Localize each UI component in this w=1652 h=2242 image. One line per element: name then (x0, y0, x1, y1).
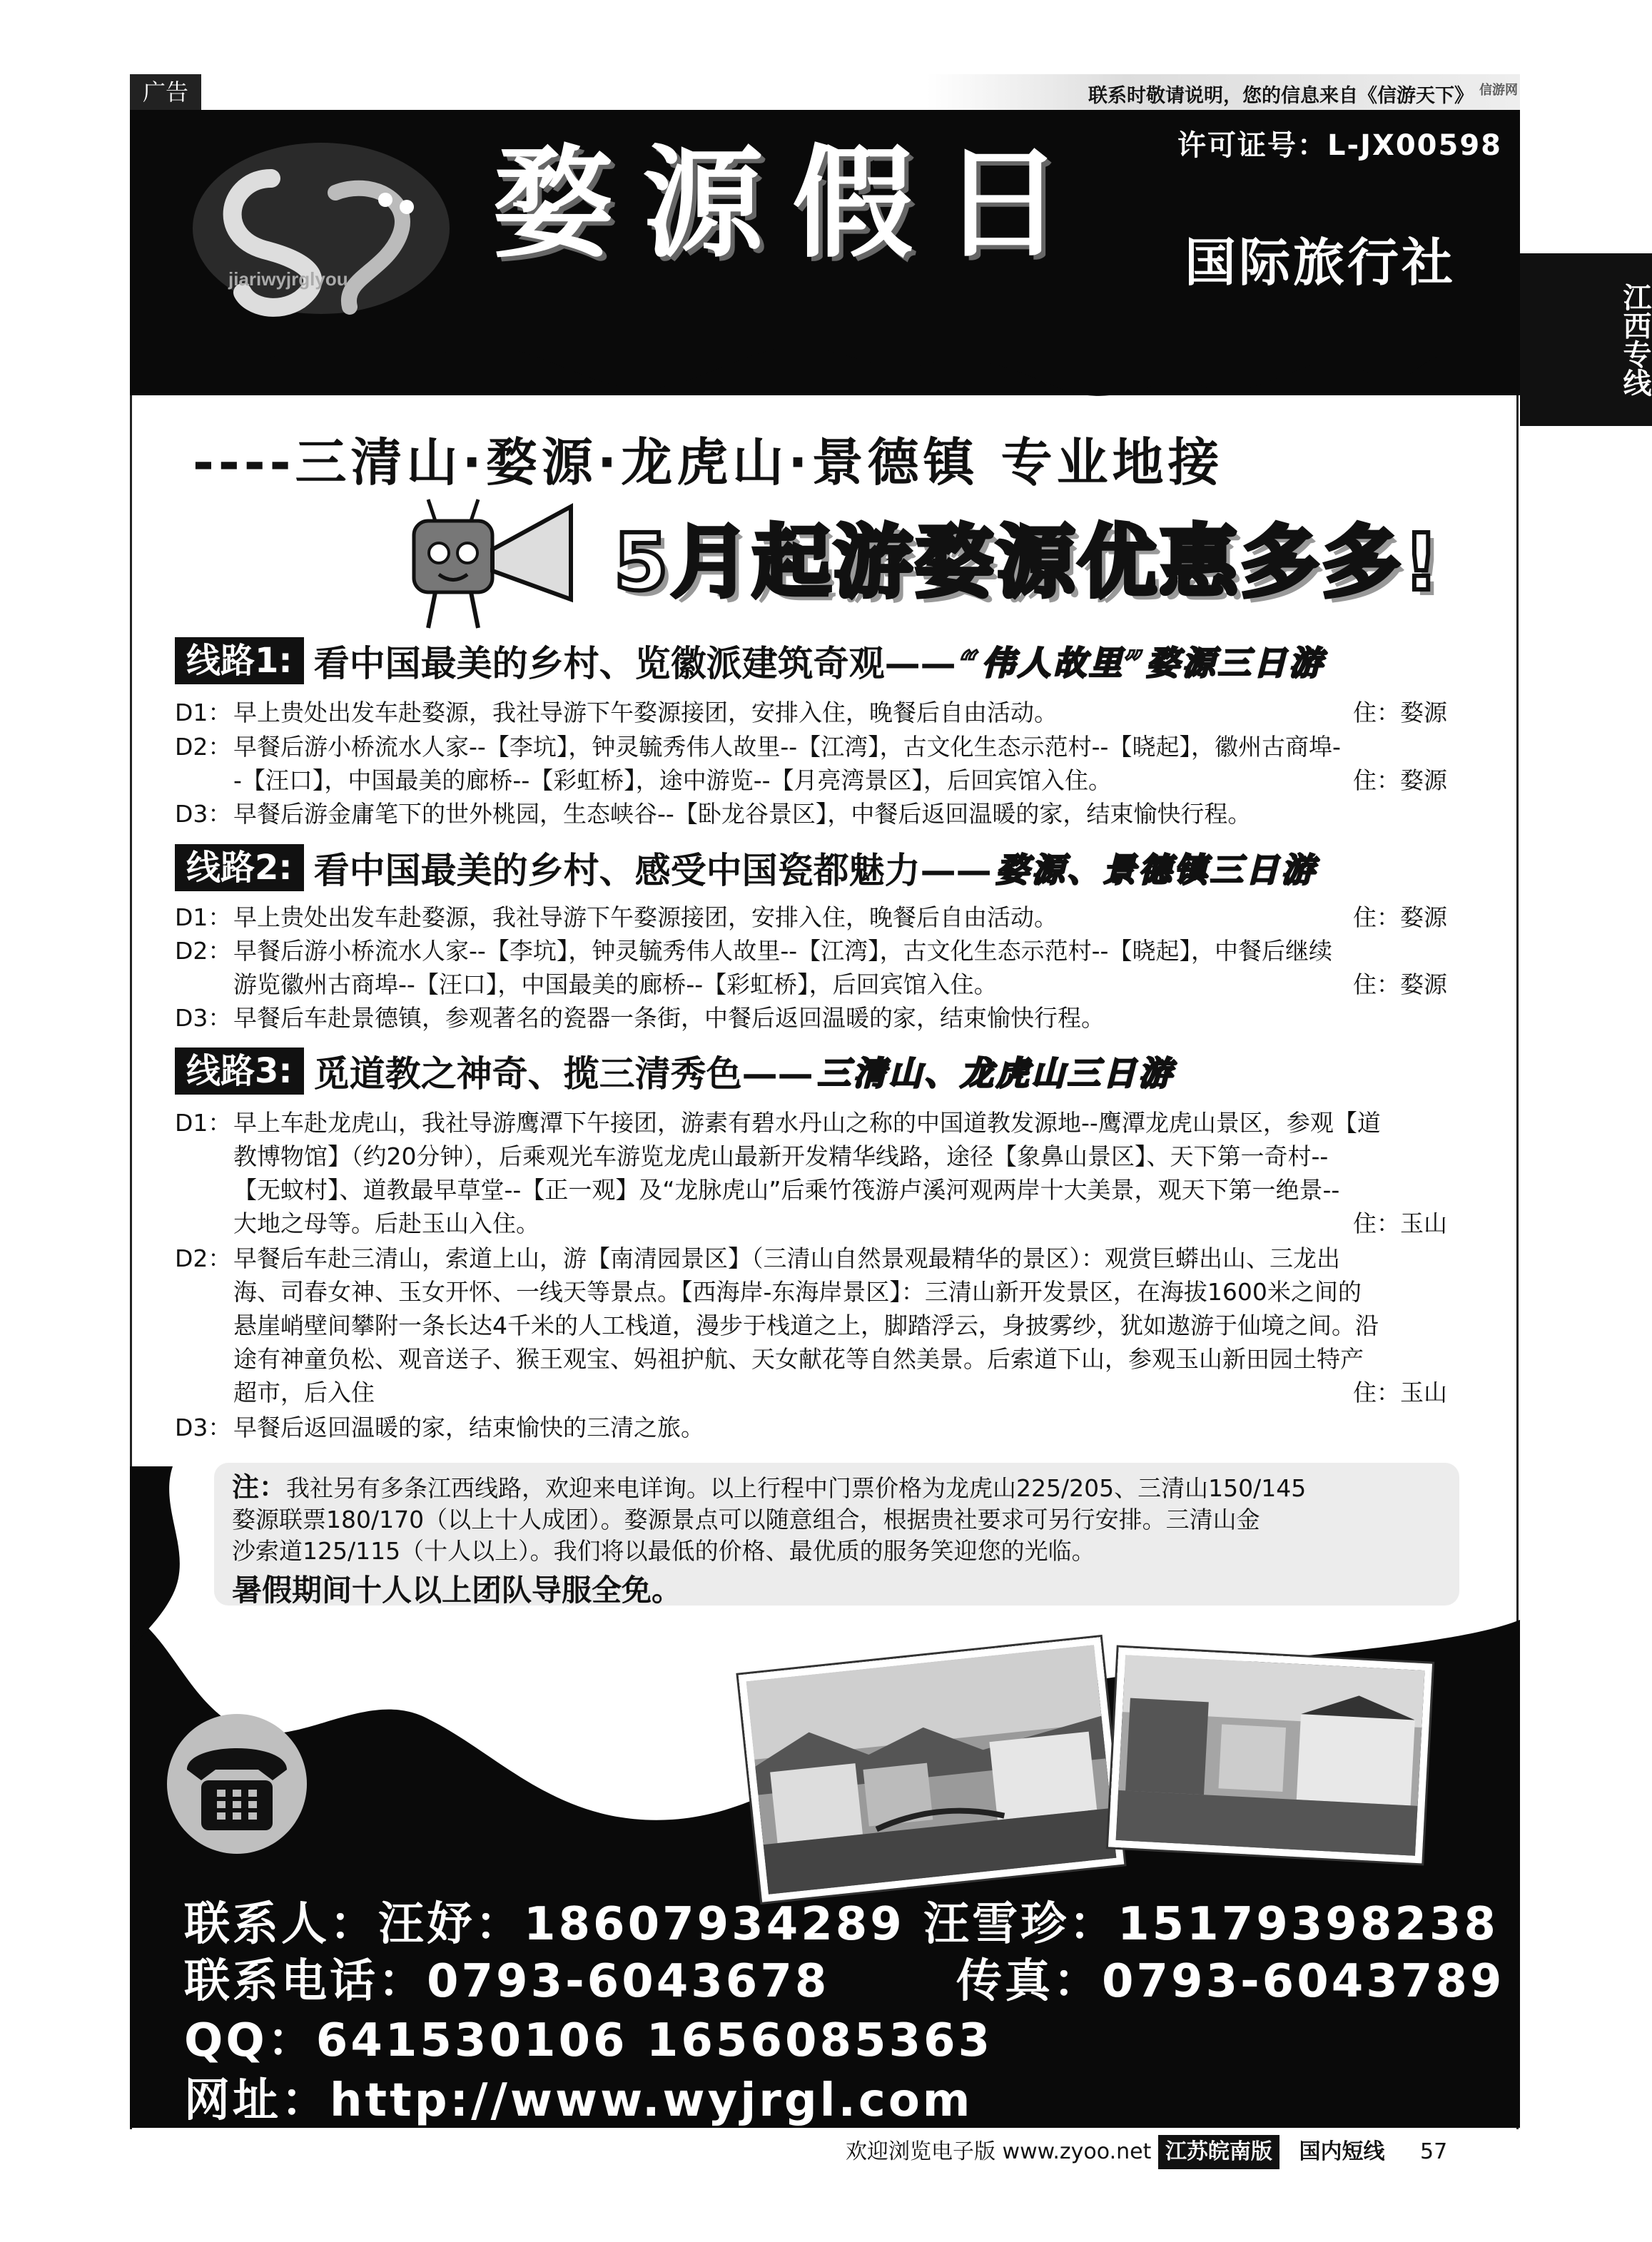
route-3-day-1-cont: 【无蚊村】、道教最早草堂--【正一观】及“龙脉虎山”后乘竹筏游卢溪河观两岸十大美景，观天下第一绝景-- (233, 1176, 1340, 1204)
route-2-title (175, 842, 1317, 892)
svg-text:jiariwyjrglyou: jiariwyjrglyou (228, 268, 348, 290)
contact-website: 网址：http://www.wyjrgl.com (184, 2074, 973, 2127)
route-2-day-2-cont: 游览徽州古商埠--【汪口】，中国最美的廊桥--【彩虹桥】，后回宾馆入住。 (233, 970, 998, 998)
route-3-day-2-cont: 超市，后入住 (233, 1379, 375, 1406)
xinyou-logo: 信游网 (1479, 83, 1518, 98)
note-bold: 暑假期间十人以上团队导服全免。 (232, 1573, 682, 1608)
contact-fax: 传真：0793-6043789 (956, 1955, 1505, 2008)
footer-edition: 江苏皖南版 (1158, 2135, 1279, 2169)
promo-headline: 5月起游婺源优惠多多! (614, 517, 1442, 608)
route-3-day-1: D1：早上车赴龙虎山，我社导游鹰潭下午接团，游素有碧水丹山之称的中国道教发源地--鹰潭龙虎山景区，参观【道 (175, 1109, 1381, 1137)
route-2-day-1: D1：早上贵处出发车赴婺源，我社导游下午婺源接团，安排入住，晚餐后自由活动。 (175, 903, 1058, 931)
route-3-day-1-cont: 教博物馆】（约20分钟），后乘观光车游览龙虎山最新开发精华线路，途径【象鼻山景区】、天下第一奇村-- (233, 1142, 1329, 1170)
route-1-title (175, 635, 1325, 685)
village-photo-1 (739, 1637, 1125, 1902)
megaphone-mascot-icon (400, 492, 585, 635)
route-3-day-3: D3：早餐后返回温暖的家，结束愉快的三清之旅。 (175, 1414, 704, 1441)
route-1-label: 线路1: (175, 637, 304, 684)
route-1-heading: 看中国最美的乡村、览徽派建筑奇观—— (313, 643, 956, 684)
route-3-day-2-cont: 途有神童负松、观音送子、猴王观宝、妈祖护航、天女献花等自然美景。后索道下山，参观玉山新田园土特产 (233, 1345, 1364, 1373)
route-2-heading: 看中国最美的乡村、感受中国瓷都魅力—— (313, 850, 992, 891)
note-lead: 注： (232, 1471, 287, 1503)
note-line-2: 婺源联票180/170（以上十人成团）。婺源景点可以随意组合，根据贵社要求可另行安排。三清山金 (232, 1506, 1260, 1533)
contact-phone: 联系电话：0793-6043678 (184, 1955, 830, 2008)
route-3-day-2-stay: 住：玉山 (1353, 1379, 1447, 1406)
contact-qq: QQ：641530106 1656085363 (184, 2014, 993, 2067)
route-3-day-1-cont: 大地之母等。后赴玉山入住。 (233, 1209, 539, 1237)
note-text (232, 1471, 1452, 1567)
note-line-3: 沙索道125/115（十人以上）。我们将以最低的价格、最优质的服务笑迎您的光临。 (232, 1537, 1095, 1565)
headline: ----三清山·婺源·龙虎山·景德镇 专业地接 (193, 432, 1224, 492)
route-3-label: 线路3: (175, 1048, 304, 1095)
route-3-day-2-cont: 海、司春女神、玉女开怀、一线天等景点。【西海岸-东海岸景区】：三清山新开发景区，在海拔1600米之间的 (233, 1278, 1362, 1306)
route-1-day-3: D3：早餐后游金庸笔下的世外桃园，生态峡谷--【卧龙谷景区】，中餐后返回温暖的家，结束愉快行程。 (175, 800, 1252, 828)
brand-name: 婺源假日 (492, 132, 1093, 275)
source-note: 联系时敬请说明，您的信息来自《信游天下》 (1088, 85, 1474, 107)
route-1-day-1: D1：早上贵处出发车赴婺源，我社导游下午婺源接团，安排入住，晚餐后自由活动。 (175, 699, 1058, 726)
route-2-day-2-stay: 住：婺源 (1353, 970, 1447, 998)
route-3-script: 三清山、龙虎山三日游 (817, 1054, 1175, 1092)
company-logo-icon (186, 136, 457, 321)
route-1-day-2-stay: 住：婺源 (1353, 766, 1447, 794)
route-1-day-2: D2：早餐后游小桥流水人家--【李坑】，钟灵毓秀伟人故里--【江湾】，古文化生态示范村--【晓起】，徽州古商埠- (175, 733, 1341, 761)
ad-tag: 广告 (130, 74, 201, 110)
village-photo-2 (1108, 1648, 1432, 1864)
route-3-day-2: D2：早餐后车赴三清山，索道上山，游【南清园景区】（三清山自然景观最精华的景区）：观赏巨蟒出山、三龙出 (175, 1244, 1340, 1272)
page-footer (846, 2135, 1520, 2169)
route-2-day-3: D3：早餐后车赴景德镇，参观著名的瓷器一条街，中餐后返回温暖的家，结束愉快行程。 (175, 1004, 1105, 1032)
route-2-day-1-stay: 住：婺源 (1353, 903, 1447, 931)
footer-section: 国内短线 (1299, 2139, 1385, 2164)
route-1-day-1-stay: 住：婺源 (1353, 699, 1447, 726)
route-3-day-2-cont: 悬崖峭壁间攀附一条长达4千米的人工栈道，漫步于栈道之上，脚踏浮云，身披雾纱，犹如遨游于仙境之间。沿 (233, 1312, 1379, 1339)
side-tab-jiangxi: 江西专线 (1520, 253, 1652, 426)
route-3-title (175, 1045, 1175, 1095)
route-2-day-2: D2：早餐后游小桥流水人家--【李坑】，钟灵毓秀伟人故里--【江湾】，古文化生态示范村--【晓起】，中餐后继续 (175, 937, 1332, 965)
note-line-1: 我社另有多条江西线路，欢迎来电详询。以上行程中门票价格为龙虎山225/205、三清山150/145 (286, 1474, 1307, 1502)
contact-persons: 联系人：汪妤：18607934289 汪雪珍：15179398238 (184, 1898, 1499, 1951)
telephone-icon (166, 1713, 308, 1855)
footer-website: 欢迎浏览电子版 www.zyoo.net (846, 2139, 1152, 2164)
route-2-script: 婺源、景德镇三日游 (995, 851, 1317, 889)
brand-subtitle: 国际旅行社 (1185, 233, 1456, 293)
route-3-heading: 觅道教之神奇、揽三清秀色—— (313, 1053, 814, 1095)
route-3-day-1-stay: 住：玉山 (1353, 1209, 1447, 1237)
route-2-label: 线路2: (175, 844, 304, 891)
route-1-script: “伟人故里”婺源三日游 (960, 644, 1325, 682)
page-number: 57 (1420, 2139, 1448, 2164)
route-1-day-2-cont: -【汪口】，中国最美的廊桥--【彩虹桥】，途中游览--【月亮湾景区】，后回宾馆入住。 (233, 766, 1113, 794)
license-number: 许可证号：L-JX00598 (1177, 129, 1502, 162)
